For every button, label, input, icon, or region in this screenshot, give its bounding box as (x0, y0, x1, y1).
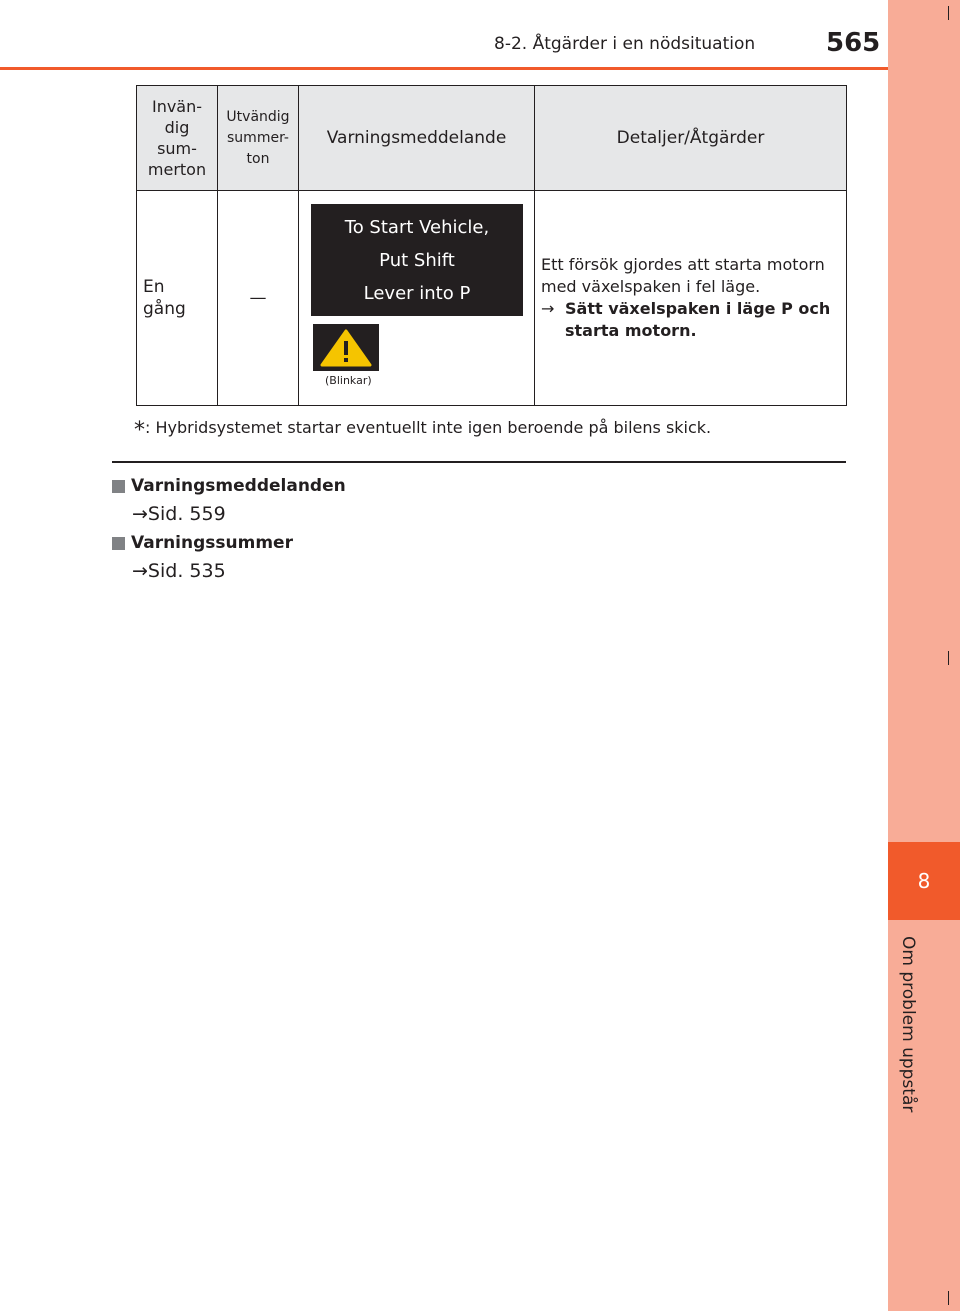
dash: — (249, 288, 267, 308)
master-warning-icon (318, 328, 374, 368)
display-line: Put Shift (379, 249, 455, 271)
table-header-row (137, 86, 847, 191)
cell-internal-buzzer (137, 191, 218, 406)
square-bullet-icon (112, 537, 125, 550)
chapter-label: Om problem uppstår (898, 936, 918, 1113)
blink-caption: (Blinkar) (325, 374, 372, 387)
warning-table (136, 85, 847, 406)
arrow-icon: → (541, 299, 555, 318)
crop-mark (948, 1291, 949, 1305)
section-title: 8-2. Åtgärder i en nödsituation (494, 34, 756, 54)
header-line: dig (164, 118, 190, 137)
header-line: summer- (227, 129, 289, 146)
header-line: ton (246, 150, 270, 167)
chapter-number-tab[interactable]: 8 (888, 842, 960, 920)
footnote-marker: * (134, 418, 145, 443)
crop-mark (948, 6, 949, 20)
cell-line: gång (143, 299, 186, 319)
square-bullet-icon (112, 480, 125, 493)
header-line: Utvändig (226, 108, 290, 125)
page-reference-link[interactable]: →Sid. 535 (132, 560, 226, 582)
detail-text: Ett försök gjordes att starta motorn med växelspaken i fel läge. (541, 255, 825, 296)
header-label: Detaljer/Åtgärder (616, 128, 765, 148)
header-line: sum- (157, 139, 197, 158)
header-details (535, 86, 847, 191)
header-label: Varningsmeddelande (326, 128, 507, 148)
footnote (134, 418, 711, 443)
header-rule (0, 67, 888, 70)
section-heading-label: Varningssummer (131, 533, 293, 553)
header-line: Invän- (151, 97, 203, 116)
divider (112, 461, 846, 463)
section-heading-label: Varningsmeddelanden (131, 476, 346, 496)
cell-external-buzzer (218, 191, 299, 406)
cell-line: En (143, 277, 165, 297)
display-line: Lever into P (363, 282, 471, 304)
action-text: Sätt växelspaken i läge P och starta motorn. (565, 299, 831, 340)
warning-light (313, 324, 379, 371)
detail-action (541, 298, 834, 342)
crop-mark (948, 651, 949, 665)
page-reference-link[interactable]: →Sid. 559 (132, 503, 226, 525)
footnote-text: : Hybridsystemet startar eventuellt inte igen beroende på bilens skick. (145, 418, 712, 437)
display-message (311, 204, 523, 316)
cell-warning-message (299, 191, 535, 406)
header-warning-message (299, 86, 535, 191)
header-internal-buzzer (137, 86, 218, 191)
section-heading (112, 533, 293, 553)
header-line: merton (147, 160, 207, 179)
cell-details (535, 191, 847, 406)
table-row (137, 191, 847, 406)
section-heading (112, 476, 346, 496)
page-number: 565 (826, 28, 881, 58)
display-line: To Start Vehicle, (344, 216, 490, 238)
header-external-buzzer (218, 86, 299, 191)
